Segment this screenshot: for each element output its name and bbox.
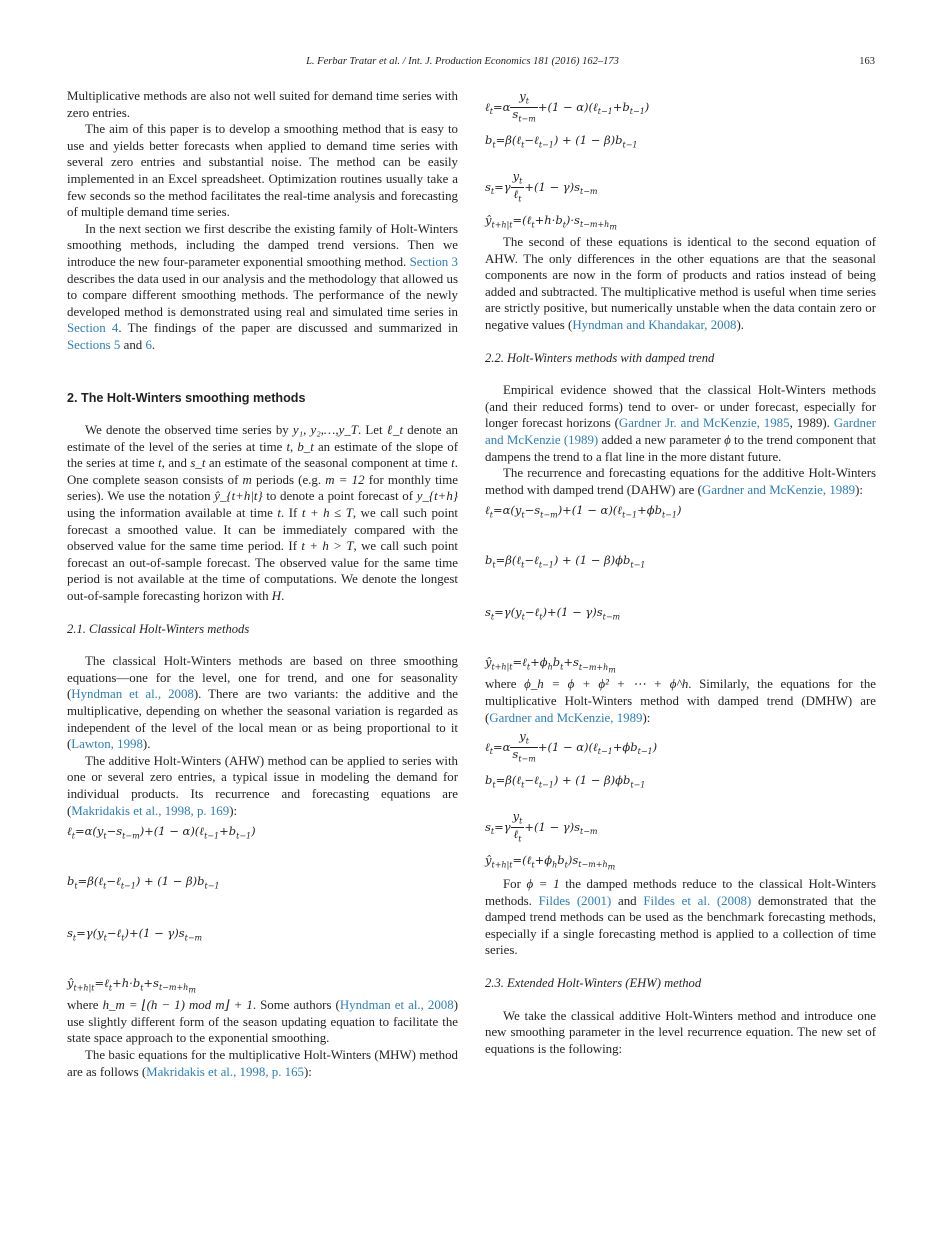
- subsection-heading: 2.1. Classical Holt-Winters methods: [67, 621, 250, 636]
- text: where: [485, 677, 517, 692]
- paragraph: [67, 753, 458, 819]
- equation-dmhw-season: $s_t=\gamma$ $\frac{y_t}{\ell_t}$ $+(1 - \gamma)s_{t-m}$: [485, 809, 598, 844]
- left-column: [67, 88, 458, 1080]
- citation-link[interactable]: Lawton, 1998: [71, 737, 143, 752]
- paragraph: [67, 121, 458, 221]
- text: The aim of this paper is to develop a smoothing method that is easy to use and yields better forecasts when applied to demand time series with several zero entries and substantial noise. The method can be easily implemented in an Excel spreadsheet. Optimization routines usually take a few seconds so the method facilitates the real-time analysis and forecasting of multiple demand time series.: [67, 122, 458, 220]
- math: t: [286, 439, 291, 454]
- paragraph: [485, 234, 876, 334]
- citation-link[interactable]: Hyndman et al., 2008: [71, 687, 194, 702]
- text: periods (e.g.: [256, 472, 322, 487]
- section-link[interactable]: Section 4: [67, 321, 119, 336]
- text: and: [618, 893, 637, 908]
- citation-link[interactable]: Gardner and McKenzie (1989): [485, 416, 876, 447]
- text: added a new parameter: [601, 432, 721, 447]
- text: The basic equations for the multiplicative Holt-Winters (MHW) method are as follows (: [67, 1047, 458, 1079]
- text: .: [151, 337, 156, 352]
- citation-link[interactable]: Makridakis et al., 1998, p. 169: [71, 803, 230, 818]
- citation-link[interactable]: Fildes (2001): [538, 893, 612, 908]
- citation-link[interactable]: Makridakis et al., 1998, p. 165: [146, 1064, 304, 1079]
- math: t: [158, 456, 162, 471]
- paragraph: [485, 676, 876, 726]
- equation-dmhw-trend: $b_t=\beta(\ell_t-\ell_{t-1}) + (1 - \beta)\phi b_{t-1}$: [485, 773, 646, 790]
- text: ).: [142, 737, 151, 752]
- text: to denote a point forecast of: [266, 489, 414, 504]
- text: an estimate of the slope of the series at time: [67, 439, 458, 471]
- paragraph: [485, 876, 876, 959]
- math: b_t: [297, 439, 314, 454]
- text: ). There are two variants: the additive and the multiplicative, depending on whether the seasonal variation is regarded as independent of the level of the local mean or as being proportional to it (: [67, 687, 458, 752]
- citation-link[interactable]: Hyndman et al., 2008: [339, 998, 454, 1013]
- equation-dahw-trend: $b_t=\beta(\ell_t-\ell_{t-1}) + (1 - \beta)\phi b_{t-1}$: [485, 553, 646, 570]
- math: m = 12: [325, 472, 365, 487]
- equation-dahw-forecast: $ŷ_{t+h|t}=\ell_t+\phi_hb_t+s_{t-m+h_m}$: [485, 655, 616, 675]
- text: In the next section we first describe the existing family of Holt-Winters smoothing methods, including the damped trend versions. Then we introduce the new four-parameter exponential smoothing method.: [67, 221, 458, 269]
- equation-ahw-forecast: $ŷ_{t+h|t}=\ell_t+h\cdot b_t+s_{t-m+h_m}$: [67, 976, 196, 996]
- text: for monthly time series). We use the notation: [67, 472, 458, 504]
- math: h_m = ⌊(h − 1) mod m⌋ + 1: [102, 998, 253, 1013]
- text: , we call such point forecast a smoothed value. It can be immediately compared with the observed value for the same time period. If: [67, 506, 458, 554]
- paragraph: [485, 465, 876, 498]
- equation-mhw-season: $s_t=\gamma$ $\frac{y_t}{\ell_t}$ $+(1 - \gamma)s_{t-m}$: [485, 169, 598, 204]
- text: an estimate of the seasonal component at time: [208, 456, 448, 471]
- section-link[interactable]: Section 3: [409, 254, 458, 269]
- page-number: 163: [859, 56, 875, 67]
- equation-ahw-level: $\ell_t=\alpha(y_t-s_{t-m})+(1$ − $\alpha)(\ell_{t-1}+b_{t-1})$: [67, 824, 256, 841]
- right-column: [485, 90, 876, 1057]
- math: H: [271, 589, 282, 604]
- paragraph: [67, 653, 458, 753]
- equation-ahw-season: $s_t=\gamma(y_t-\ell_t)+(1 - \gamma)s_{t-m}$: [67, 926, 203, 943]
- text: , and: [161, 456, 187, 471]
- journal-citation: L. Ferbar Tratar et al. / Int. J. Production Economics 181 (2016) 162–173: [306, 56, 619, 67]
- citation-link[interactable]: Gardner and McKenzie, 1989: [489, 710, 643, 725]
- text: ).: [736, 317, 745, 332]
- text: , we call such point forecast an out-of-sample forecast. The observed value for the same time period is not available at the time of computations. We denote the longest out-of-sample forecasting horizon with: [67, 539, 458, 604]
- text: using the information available at time: [67, 506, 273, 521]
- math: y₁, y₂,…,y_T: [292, 423, 358, 438]
- text: . Some authors (: [252, 998, 340, 1013]
- math: t + h > T: [301, 539, 354, 554]
- text: demonstrated that the damped trend methods can be used as the benchmark forecasting methods, especially if a single forecasting method is applied to a collection of time series.: [485, 893, 876, 958]
- text: Empirical evidence showed that the classical Holt-Winters methods (and their reduced forms) tend to over- or under forecast, especially for longer forecast horizons (: [485, 383, 876, 431]
- text: Multiplicative methods are also not well suited for demand time series with zero entries.: [67, 89, 458, 120]
- section-heading: 2. The Holt-Winters smoothing methods: [67, 390, 306, 405]
- text: The classical Holt-Winters methods are based on three smoothing equations—one for the level, one for trend, and one for seasonality (: [67, 654, 458, 702]
- paragraph: [485, 382, 876, 465]
- equation-dmhw-level: ℓ$_t$=α $\frac{y_t}{s_{t-m}}$ $+(1 - \alpha)(\ell_{t-1}+\phi b_{t-1})$: [485, 729, 658, 764]
- text: ) use slightly different form of the season updating equation to facilitate the state space approach to the exponential smoothing.: [67, 998, 458, 1046]
- equation-mhw-trend: $b_t=\beta(\ell_t-\ell_{t-1}) + (1 - \beta)b_{t-1}$: [485, 133, 638, 150]
- text: The recurrence and forecasting equations for the additive Holt-Winters method with damped trend (DAHW) are (: [485, 466, 876, 497]
- text: describes the data used in our analysis and the methodology that allowed us to compare different smoothing methods. The performance of the newly developed method is demonstrated using real and simulated time series in: [67, 271, 458, 319]
- paragraph: [67, 88, 458, 121]
- text: to the trend component that dampens the trend to a flat line in the more distant future.: [485, 432, 876, 464]
- text: . If: [281, 506, 298, 521]
- equation-dahw-season: $s_t=\gamma(y_t-\ell_t)+(1 - \gamma)s_{t-m}$: [485, 605, 621, 622]
- text: . Similarly, the equations for the multiplicative Holt-Winters method with damped trend (DMHW) are (: [485, 677, 876, 725]
- text: We denote the observed time series by: [85, 423, 289, 438]
- math: s_t: [190, 456, 206, 471]
- math: ŷ_{t+h|t}: [214, 489, 263, 504]
- text: . One complete season consists of: [67, 456, 458, 487]
- subsection-heading: 2.2. Holt-Winters methods with damped trend: [485, 350, 715, 365]
- citation-link[interactable]: Fildes et al. (2008): [643, 893, 752, 908]
- citation-link[interactable]: Hyndman and Khandakar, 2008: [572, 317, 737, 332]
- text: ):: [304, 1064, 312, 1079]
- citation-link[interactable]: Gardner Jr. and McKenzie, 1985: [618, 416, 790, 431]
- text: .: [281, 589, 285, 604]
- paragraph: [67, 997, 458, 1047]
- text: ):: [855, 482, 863, 497]
- math: m: [242, 472, 252, 487]
- math: t: [451, 456, 455, 471]
- text: . The findings of the paper are discussed and summarized in: [118, 321, 458, 336]
- equation-dmhw-forecast: $ŷ_{t+h|t}=(\ell_t+\phi_hb_t)s_{t-m+h_m}$: [485, 853, 616, 872]
- math: ℓ_t: [386, 423, 404, 438]
- text: We take the classical additive Holt-Winters method and introduce one new smoothing parameter in the level recurrence equation. The new set of equations is the following:: [485, 1008, 876, 1056]
- text: The second of these equations is identical to the second equation of AHW. The only differences in the other equations are that the seasonal components are now in the form of products and ratios instead of being added and subtracted. The multiplicative method is useful when time series are strictly positive, but numerically unstable when the data contain zero or negative values (: [485, 235, 876, 332]
- math: y_{t+h}: [416, 489, 458, 504]
- paragraph: We denote the observed time series by y₁, y₂,…,y_T. Let ℓ_t denote an estimate of the level of the series at time t, b_t an estimate of the slope of the series at time t, and s_t an estimate of the seasonal component at time t. One complete season consists of m periods (e.g. m = 12 for monthly time series). We use the notation ŷ_{t+h|t} to denote a point forecast of y_{t+h} using the information available at time t. If t + h ≤ T, we call such point forecast a smoothed value. It can be immediately compared with the observed value for the same time period. If t + h > T, we call such point forecast an out-of-sample forecast. The observed value for the same time period is not available at the time of computations. We denote the longest out-of-sample forecasting horizon with H.: [67, 423, 458, 604]
- equation-dahw-level: $\ell_t=\alpha(y_t-s_{t-m})+(1$ − $\alpha)(\ell_{t-1}+\phi b_{t-1})$: [485, 503, 682, 520]
- section-link[interactable]: Sections 5: [67, 337, 121, 352]
- math: ϕ_h = ϕ + ϕ² + ⋯ + ϕ^h: [524, 677, 689, 692]
- math: t + h ≤ T: [301, 506, 353, 521]
- text: The additive Holt-Winters (AHW) method can be applied to series with one or several zero entries, a typical issue in modeling the demand for individual products. Its recurrence and forecasting equations are (: [67, 753, 458, 818]
- text: denote an estimate of the level of the series at time: [67, 423, 458, 454]
- section-link[interactable]: 6: [145, 337, 152, 352]
- citation-link[interactable]: Gardner and McKenzie, 1989: [701, 482, 856, 497]
- running-head: [0, 56, 925, 70]
- text: the damped methods reduce to the classical Holt-Winters methods.: [485, 877, 876, 908]
- equation-mhw-forecast: $ŷ_{t+h|t}=(\ell_t+h\cdot b_t)\cdot s_{t-m+h_m}$: [485, 213, 617, 232]
- subsection-heading: 2.3. Extended Holt-Winters (EHW) method: [485, 976, 702, 991]
- equation-mhw-level: ℓ$_t$=α $\frac{y_t}{s_{t-m}}$ $+(1 - \alpha)(\ell_{t-1}+b_{t-1})$: [485, 89, 650, 124]
- math: ϕ = 1: [526, 877, 560, 892]
- paragraph: [485, 1008, 876, 1058]
- text: ):: [642, 710, 651, 725]
- text: For: [503, 877, 521, 892]
- math: ϕ: [724, 432, 731, 447]
- text: ):: [229, 803, 238, 818]
- text: where: [67, 998, 99, 1013]
- paragraph: [67, 1047, 458, 1080]
- text: . Let: [357, 423, 383, 438]
- paragraph: [67, 221, 458, 354]
- math: t: [277, 506, 281, 521]
- text: , 1989).: [789, 416, 830, 431]
- equation-ahw-trend: $b_t=\beta(\ell_t-\ell_{t-1}) + (1 - \beta)b_{t-1}$: [67, 874, 220, 891]
- text: and: [123, 337, 143, 352]
